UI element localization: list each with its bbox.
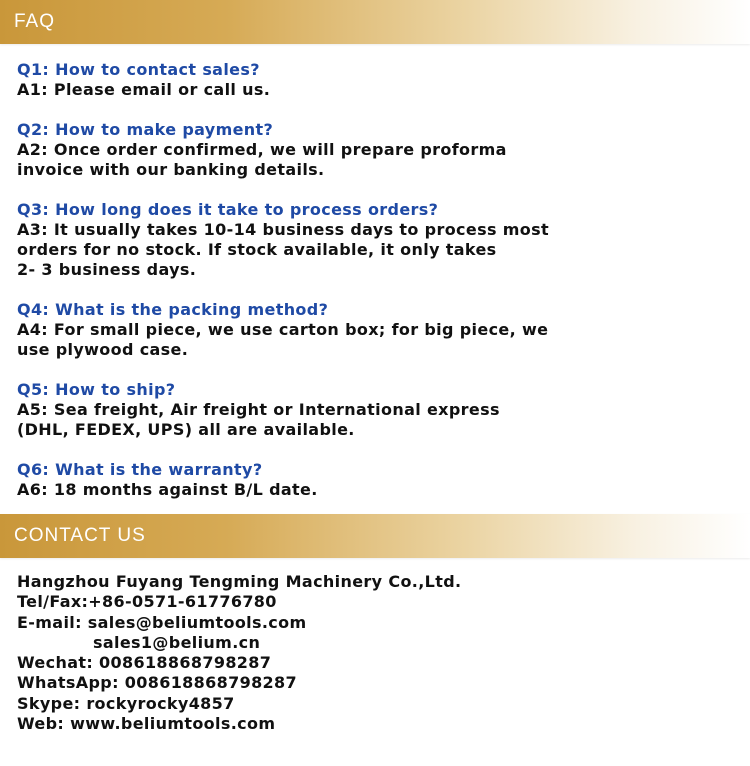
tel-fax: Tel/Fax:+86-0571-61776780: [17, 592, 277, 612]
question-6: Q6: What is the warranty?: [17, 460, 263, 479]
company-name: Hangzhou Fuyang Tengming Machinery Co.,Ltd.: [17, 572, 462, 591]
email-primary: E-mail: sales@beliumtools.com: [17, 612, 307, 632]
wechat: Wechat: 008618868798287: [17, 653, 272, 673]
answer-3-line-3: 2- 3 business days.: [17, 260, 197, 279]
question-2: Q2: How to make payment?: [17, 120, 274, 139]
email-secondary-row: [17, 633, 737, 653]
answer-2-line-1: A2: Once order confirmed, we will prepare proforma: [17, 140, 507, 159]
answer-3-line-1: A3: It usually takes 10-14 business days to process most: [17, 220, 549, 239]
answer-3-line-2: orders for no stock. If stock available, it only takes: [17, 240, 497, 259]
whatsapp: WhatsApp: 008618868798287: [17, 673, 298, 693]
website: Web: www.beliumtools.com: [17, 714, 276, 734]
faq-item-6: [17, 460, 737, 500]
answer-5-line-1: A5: Sea freight, Air freight or International express: [17, 400, 500, 419]
answer-2-line-2: invoice with our banking details.: [17, 160, 325, 179]
faq-item-3: [17, 200, 737, 280]
faq-banner: [0, 0, 750, 44]
answer-6: A6: 18 months against B/L date.: [17, 480, 318, 499]
contact-title: CONTACT US: [14, 525, 146, 546]
question-4: Q4: What is the packing method?: [17, 300, 329, 319]
faq-title: FAQ: [14, 11, 56, 32]
faq-item-5: [17, 380, 737, 440]
contact-details: [17, 572, 737, 734]
contact-banner: [0, 514, 750, 558]
faq-item-1: [17, 60, 737, 100]
skype: Skype: rockyrocky4857: [17, 693, 235, 713]
email-secondary: sales1@belium.cn: [93, 632, 261, 652]
answer-5-line-2: (DHL, FEDEX, UPS) all are available.: [17, 420, 355, 439]
answer-4-line-2: use plywood case.: [17, 340, 189, 359]
faq-item-2: [17, 120, 737, 180]
question-3: Q3: How long does it take to process orders?: [17, 200, 439, 219]
faq-list: [17, 60, 737, 520]
answer-4-line-1: A4: For small piece, we use carton box; for big piece, we: [17, 320, 549, 339]
question-1: Q1: How to contact sales?: [17, 60, 260, 79]
question-5: Q5: How to ship?: [17, 380, 176, 399]
answer-1: A1: Please email or call us.: [17, 80, 271, 99]
faq-item-4: [17, 300, 737, 360]
